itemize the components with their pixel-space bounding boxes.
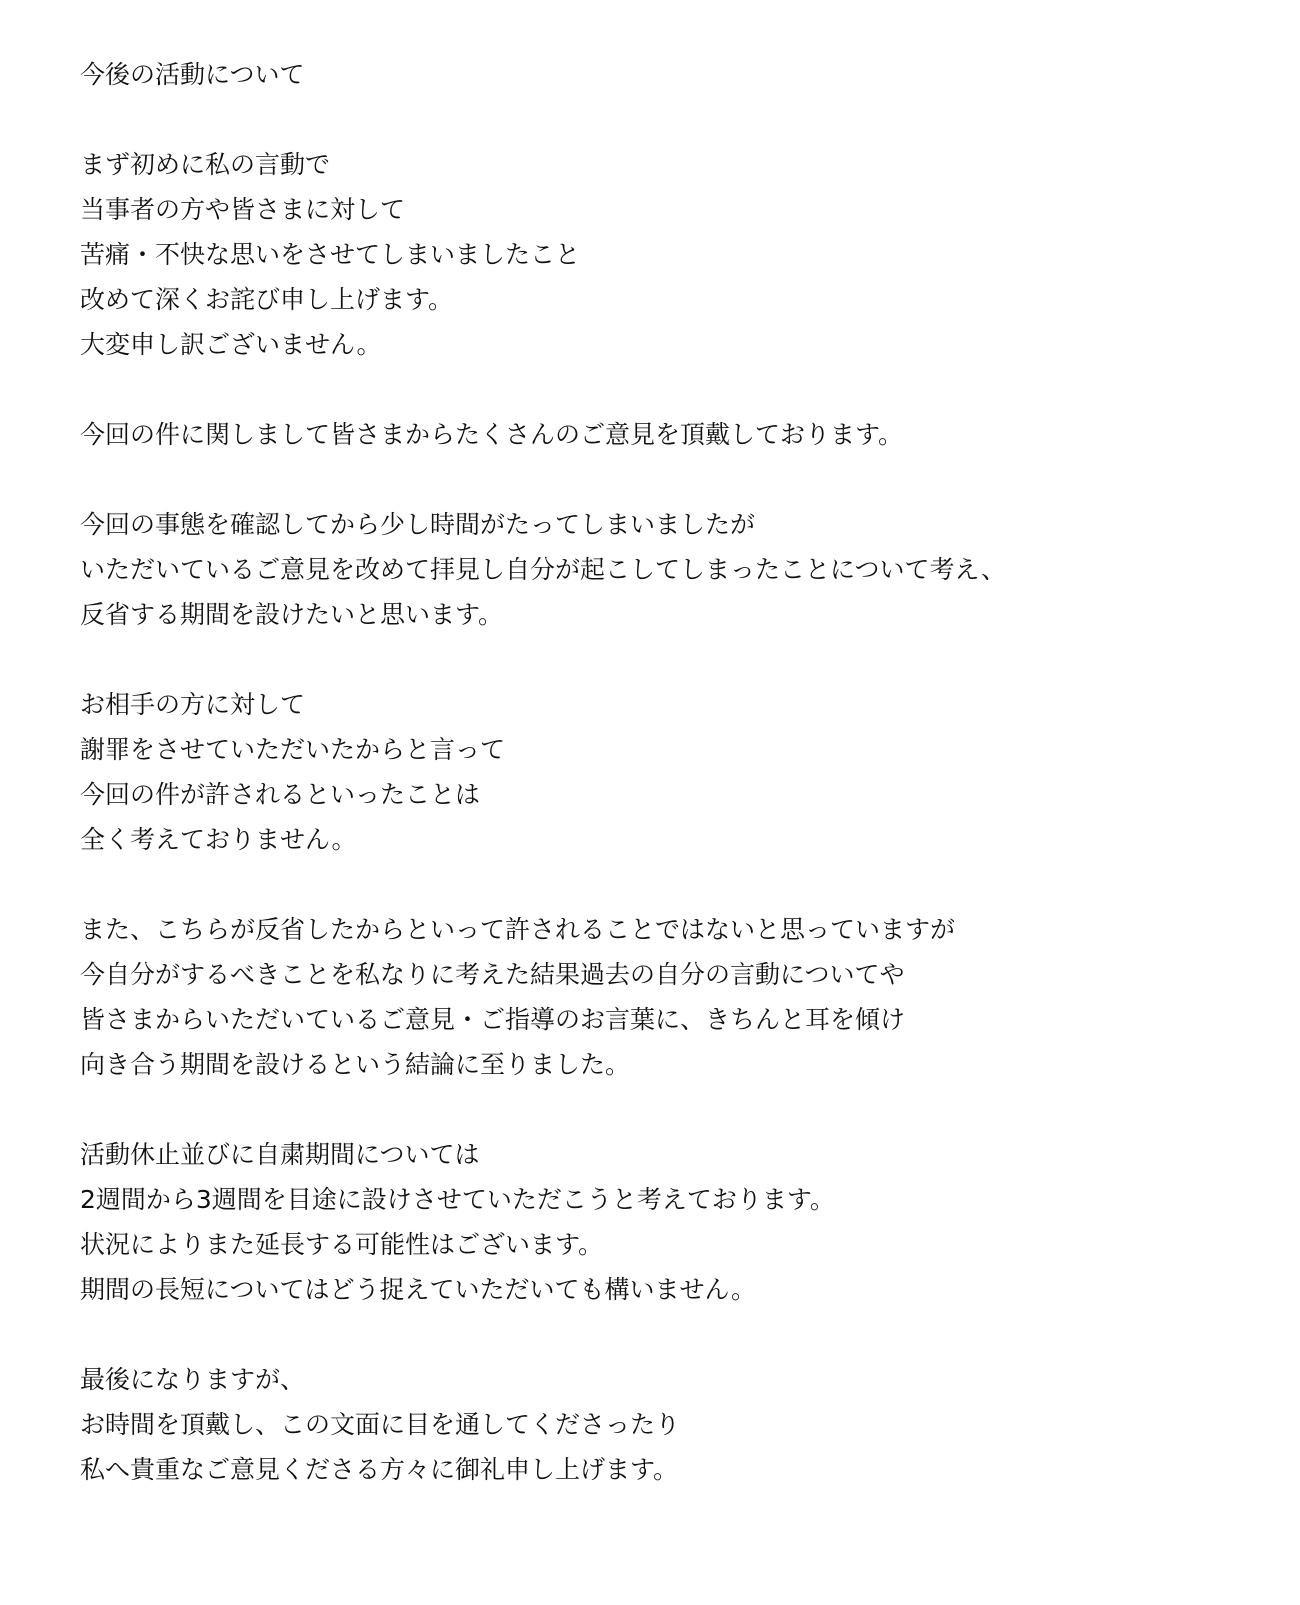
text-line: 最後になりますが、 — [80, 1365, 306, 1394]
text-line: 謝罪をさせていただいたからと言って — [80, 735, 506, 764]
text-line: 状況によりまた延長する可能性はございます。 — [80, 1230, 604, 1259]
text-line: お相手の方に対して — [80, 690, 306, 719]
text-line: いただいているご意見を改めて拝見し自分が起こしてしまったことについて考え、 — [80, 555, 1007, 584]
paragraph-hiatus-period — [80, 1132, 1260, 1312]
text-line: 当事者の方や皆さまに対して — [80, 195, 406, 224]
text-line: 活動休止並びに自粛期間については — [80, 1140, 480, 1169]
blank-line — [80, 1312, 1260, 1357]
blank-line — [80, 457, 1260, 502]
text-line: 2週間から3週間を目途に設けさせていただこうと考えております。 — [80, 1185, 835, 1214]
text-line: 皆さまからいただいているご意見・ご指導のお言葉に、きちんと耳を傾け — [80, 1005, 906, 1034]
paragraph-conclusion — [80, 907, 1260, 1087]
paragraph-closing — [80, 1357, 1260, 1492]
text-line: まず初めに私の言動で — [80, 150, 331, 179]
paragraph-opinions — [80, 412, 1260, 457]
text-line: 私へ貴重なご意見くださる方々に御礼申し上げます。 — [80, 1455, 679, 1484]
text-line: 苦痛・不快な思いをさせてしまいましたこと — [80, 240, 581, 269]
blank-line — [80, 1087, 1260, 1132]
blank-line — [80, 862, 1260, 907]
text-line: 今自分がするべきことを私なりに考えた結果過去の自分の言動についてや — [80, 960, 905, 989]
text-line: 今回の件に関しまして皆さまからたくさんのご意見を頂戴しております。 — [80, 420, 904, 449]
text-line: 向き合う期間を設けるという結論に至りました。 — [80, 1050, 631, 1079]
text-line: 今回の件が許されるといったことは — [80, 780, 481, 809]
text-line: お時間を頂戴し、この文面に目を通してくださったり — [80, 1410, 681, 1439]
paragraph-counterpart — [80, 682, 1260, 862]
blank-line — [80, 367, 1260, 412]
text-line: 反省する期間を設けたいと思います。 — [80, 600, 504, 629]
paragraph-apology — [80, 142, 1260, 367]
document-title: 今後の活動について — [80, 60, 305, 89]
text-line: また、こちらが反省したからといって許されることではないと思っていますが — [80, 915, 956, 944]
text-line: 今回の事態を確認してから少し時間がたってしまいましたが — [80, 510, 756, 539]
text-line: 改めて深くお詫び申し上げます。 — [80, 285, 454, 314]
text-line: 期間の長短についてはどう捉えていただいても構いません。 — [80, 1275, 757, 1304]
blank-line — [80, 637, 1260, 682]
document-body — [80, 52, 1260, 1492]
blank-line — [80, 97, 1260, 142]
text-line: 全く考えておりません。 — [80, 825, 357, 854]
text-line: 大変申し訳ございません。 — [80, 330, 382, 359]
paragraph-reflection — [80, 502, 1260, 637]
